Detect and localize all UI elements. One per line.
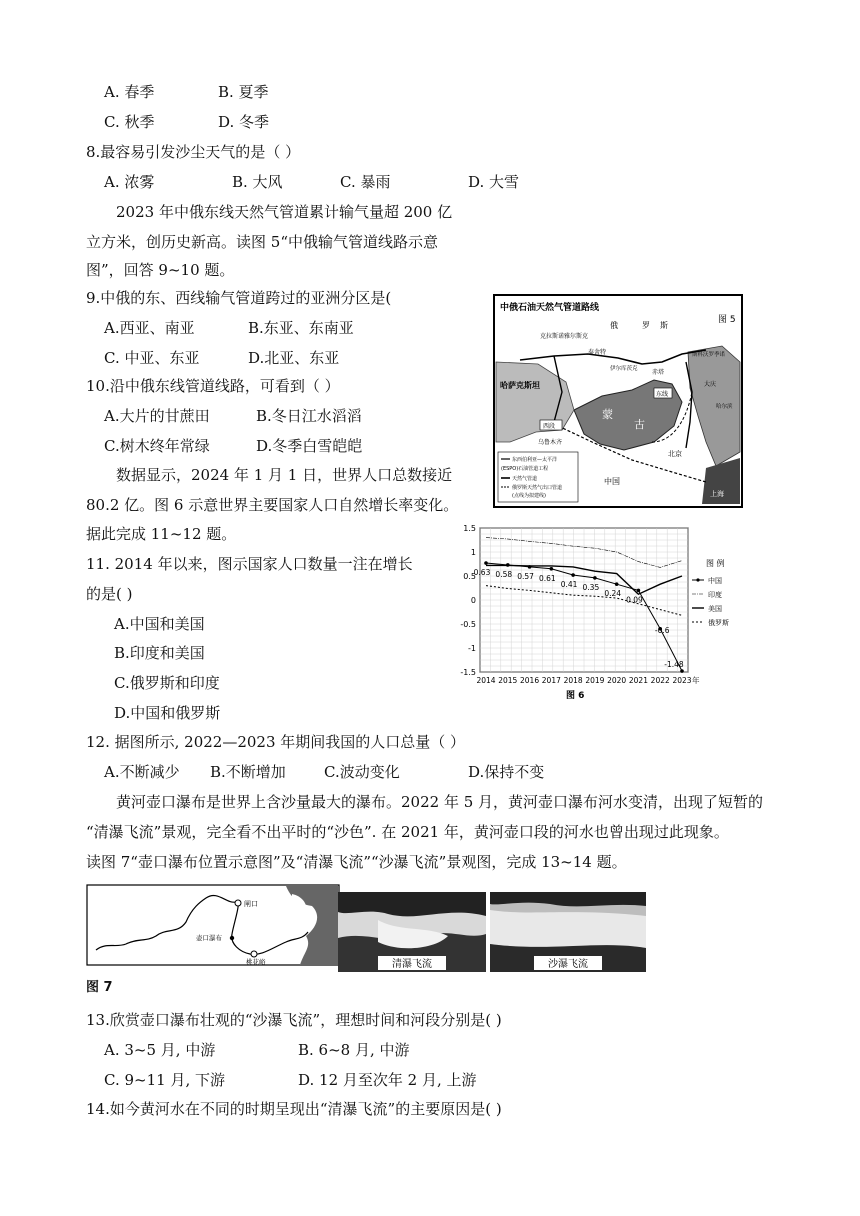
passage1-line1: 2023 年中俄东线天然气管道累计输气量超 200 亿 bbox=[116, 203, 453, 221]
fig6-legend bbox=[692, 558, 729, 627]
fig6-xtick-label: 2016 bbox=[520, 676, 540, 685]
fig6-ytick-label: 0.5 bbox=[463, 572, 476, 581]
q14-stem: 14.如今黄河水在不同的时期呈现出“清瀑飞流”的主要原因是( ) bbox=[86, 1100, 502, 1118]
q8-option-a: A. 浓雾 bbox=[104, 173, 155, 191]
fig7-sandy-waterfall-photo bbox=[490, 892, 646, 972]
fig7-label: 图 7 bbox=[86, 980, 113, 995]
q8-option-d: D. 大雪 bbox=[468, 173, 520, 191]
fig6-xtick-label: 2023 bbox=[672, 676, 692, 685]
fig6-data-label: 0.58 bbox=[495, 569, 513, 579]
q10-option-d: D.冬季白雪皑皑 bbox=[256, 437, 363, 455]
q12-option-a: A.不断减少 bbox=[104, 763, 180, 781]
fig6-data-label: 0.57 bbox=[517, 571, 534, 581]
fig6-point-china bbox=[637, 589, 641, 593]
fig5-place-irkutsk: 伊尔库茨克 bbox=[610, 366, 638, 372]
fig6-data-label: 0.41 bbox=[560, 580, 578, 590]
passage2-line2: 80.2 亿。图 6 示意世界主要国家人口自然增长率变化。 bbox=[86, 496, 459, 514]
fig6-legend-india: 印度 bbox=[708, 591, 722, 599]
q13-option-b: B. 6~8 月, 中游 bbox=[298, 1041, 410, 1059]
fig6-data-label: 0.61 bbox=[538, 573, 556, 583]
fig6-point-china bbox=[615, 582, 619, 586]
q10-option-a: A.大片的甘蔗田 bbox=[104, 407, 210, 425]
fig6-data-label: 0.35 bbox=[582, 582, 600, 592]
fig6-data-label: 0.09 bbox=[626, 595, 643, 605]
q7-option-b: B. 夏季 bbox=[218, 83, 269, 101]
fig7-place-hukou: 壶口瀑布 bbox=[196, 934, 222, 942]
fig6-xtick-label: 2018 bbox=[563, 676, 583, 685]
q12-stem: 12. 据图所示, 2022—2023 年期间我国的人口总量（ ） bbox=[86, 733, 466, 751]
q13-option-d: D. 12 月至次年 2 月, 上游 bbox=[298, 1071, 477, 1089]
q11-option-b: B.印度和美国 bbox=[114, 644, 205, 662]
fig5-place-kazakhstan: 哈萨克斯坦 bbox=[500, 381, 540, 390]
q9-option-c: C. 中亚、东亚 bbox=[104, 349, 200, 367]
fig6-ytick-label: -0.5 bbox=[460, 620, 476, 629]
q9-option-b: B.东亚、东南亚 bbox=[248, 319, 354, 337]
q11-option-a: A.中国和美国 bbox=[114, 615, 205, 633]
fig5-place-luo: 罗 bbox=[642, 321, 650, 330]
fig5-place-krasnoyarsk: 克拉斯诺雅尔斯克 bbox=[540, 333, 589, 340]
q13-option-a: A. 3~5 月, 中游 bbox=[104, 1041, 216, 1059]
q7-option-c: C. 秋季 bbox=[104, 113, 155, 131]
fig5-place-shanghai: 上海 bbox=[710, 490, 724, 498]
fig6-ytick-label: -1 bbox=[468, 644, 476, 653]
fig6-data-label: 0.24 bbox=[604, 589, 622, 599]
fig6-xtick-label: 2020 bbox=[607, 676, 627, 685]
fig5-legend-gas: 天然气管道 bbox=[512, 476, 538, 482]
fig7-dot-taohuayu bbox=[251, 951, 257, 957]
fig6-xaxis-label: 年 bbox=[692, 676, 700, 685]
fig6-ytick-label: 1 bbox=[470, 548, 476, 557]
fig7-photo2-caption: 沙瀑飞流 bbox=[548, 959, 588, 970]
fig6-point-china bbox=[550, 567, 554, 571]
fig6-xtick-label: 2015 bbox=[498, 676, 518, 685]
q9-option-d: D.北亚、东亚 bbox=[248, 349, 340, 367]
fig7-place-taohuayu: 桃花峪 bbox=[246, 958, 266, 966]
fig6-population-chart bbox=[448, 520, 738, 702]
fig6-ytick-label: 0 bbox=[470, 596, 476, 605]
fig5-place-e: 俄 bbox=[610, 321, 618, 330]
q10-option-c: C.树木终年常绿 bbox=[104, 437, 210, 455]
passage1-line2: 立方米，创历史新高。读图 5“中俄输气管道线路示意 bbox=[86, 233, 438, 251]
fig6-data-label: -1.48 bbox=[664, 660, 684, 670]
fig5-legend-planned: (点线为拟建线) bbox=[512, 493, 546, 499]
q10-stem: 10.沿中俄东线管道线路，可看到（ ） bbox=[86, 377, 340, 395]
fig6-xtick-label: 2017 bbox=[541, 676, 561, 685]
fig7-photo2-water bbox=[490, 910, 646, 948]
fig6-grid bbox=[480, 528, 688, 672]
fig5-place-chita: 赤塔 bbox=[652, 369, 665, 376]
fig6-legend-title: 图 例 bbox=[706, 559, 725, 568]
fig6-legend-usa: 美国 bbox=[708, 605, 722, 613]
q8-option-c: C. 暴雨 bbox=[340, 173, 391, 191]
q8-option-b: B. 大风 bbox=[232, 173, 283, 191]
fig6-point-china bbox=[680, 669, 684, 673]
q13-option-c: C. 9~11 月, 下游 bbox=[104, 1071, 225, 1089]
fig7-clear-waterfall-photo bbox=[338, 892, 486, 972]
fig5-place-taishet: 泰舍特 bbox=[588, 349, 607, 356]
passage2-line3: 据此完成 11~12 题。 bbox=[86, 525, 237, 543]
fig6-xtick-label: 2022 bbox=[650, 676, 670, 685]
q12-option-d: D.保持不变 bbox=[468, 763, 545, 781]
fig5-place-meng: 蒙 bbox=[602, 408, 613, 421]
fig5-title: 中俄石油天然气管道路线 bbox=[500, 303, 600, 313]
fig5-legend-espo-2: (ESPO)石油管道工程 bbox=[501, 466, 549, 472]
fig5-place-china: 中国 bbox=[604, 477, 620, 486]
fig6-data-label: 0.63 bbox=[473, 568, 491, 578]
passage3-line1: 黄河壶口瀑布是世界上含沙量最大的瀑布。2022 年 5 月，黄河壶口瀑布河水变清，出现了短暂的 bbox=[116, 793, 764, 811]
fig5-place-daqing: 大庆 bbox=[704, 381, 717, 388]
q11-option-d: D.中国和俄罗斯 bbox=[114, 704, 221, 722]
q9-stem: 9.中俄的东、西线输气管道跨过的亚洲分区是( bbox=[86, 289, 392, 307]
fig5-place-west-section: 西段 bbox=[543, 423, 556, 430]
fig6-ytick-label: -1.5 bbox=[460, 668, 476, 677]
fig5-legend-export: 俄罗斯天然气出口管道 bbox=[512, 485, 563, 491]
fig6-ytick-label: 1.5 bbox=[463, 524, 476, 533]
fig7-photo1-caption: 清瀑飞流 bbox=[392, 959, 432, 970]
passage3-line3: 读图 7“壶口瀑布位置示意图”及“清瀑飞流”“沙瀑飞流”景观图，完成 13~14 题。 bbox=[86, 853, 627, 871]
fig6-legend-dot-china bbox=[696, 578, 699, 581]
q10-option-b: B.冬日江水滔滔 bbox=[256, 407, 362, 425]
fig7-place-hekou: 闸口 bbox=[244, 900, 258, 908]
fig5-place-si: 斯 bbox=[660, 321, 668, 330]
fig5-place-skovorodino: 斯科沃罗季诺 bbox=[692, 352, 726, 358]
fig7-location-map bbox=[86, 882, 342, 968]
fig6-xtick-label: 2014 bbox=[476, 676, 496, 685]
fig6-legend-russia: 俄罗斯 bbox=[708, 619, 729, 627]
q12-option-b: B.不断增加 bbox=[210, 763, 286, 781]
fig7-dot-hekou bbox=[235, 900, 241, 906]
fig6-point-china bbox=[571, 573, 575, 577]
fig6-legend-china: 中国 bbox=[708, 577, 722, 585]
fig5-pipeline-map bbox=[492, 292, 747, 512]
q12-option-c: C.波动变化 bbox=[324, 763, 400, 781]
fig5-place-urumqi: 乌鲁木齐 bbox=[538, 439, 563, 446]
fig6-label: 图 6 bbox=[566, 691, 585, 701]
passage3-line2: “清瀑飞流”景观，完全看不出平时的“沙色”. 在 2021 年，黄河壶口段的河水也曾出现过此现象。 bbox=[86, 823, 729, 841]
passage1-line3: 图”，回答 9~10 题。 bbox=[86, 261, 235, 279]
fig6-point-china bbox=[593, 576, 597, 580]
fig5-label: 图 5 bbox=[718, 315, 736, 325]
fig5-place-beijing: 北京 bbox=[668, 450, 682, 458]
fig6-xtick-label: 2019 bbox=[585, 676, 605, 685]
q11-stem-line2: 的是( ) bbox=[86, 585, 133, 603]
q7-option-d: D. 冬季 bbox=[218, 113, 270, 131]
q8-stem: 8.最容易引发沙尘天气的是（ ） bbox=[86, 143, 301, 161]
fig6-xtick-label: 2021 bbox=[628, 676, 648, 685]
q13-stem: 13.欣赏壶口瀑布壮观的“沙瀑飞流”，理想时间和河段分别是( ) bbox=[86, 1011, 502, 1029]
q11-option-c: C.俄罗斯和印度 bbox=[114, 674, 220, 692]
fig5-place-harbin: 哈尔滨 bbox=[716, 404, 733, 410]
q9-option-a: A.西亚、南亚 bbox=[104, 319, 195, 337]
fig7-dot-hukou bbox=[230, 936, 234, 940]
q11-stem-line1: 11. 2014 年以来，图示国家人口数量一注在增长 bbox=[86, 555, 413, 573]
fig6-data-label: -0.6 bbox=[654, 625, 670, 635]
fig5-place-east-line: 东线 bbox=[656, 391, 669, 398]
passage2-line1: 数据显示，2024 年 1 月 1 日，世界人口总数接近 bbox=[116, 466, 453, 484]
fig5-legend-espo: 东西伯利亚—太平洋 bbox=[512, 457, 558, 463]
q7-option-a: A. 春季 bbox=[104, 83, 155, 101]
fig5-place-gu: 古 bbox=[634, 418, 645, 431]
fig6-point-china bbox=[484, 561, 488, 565]
